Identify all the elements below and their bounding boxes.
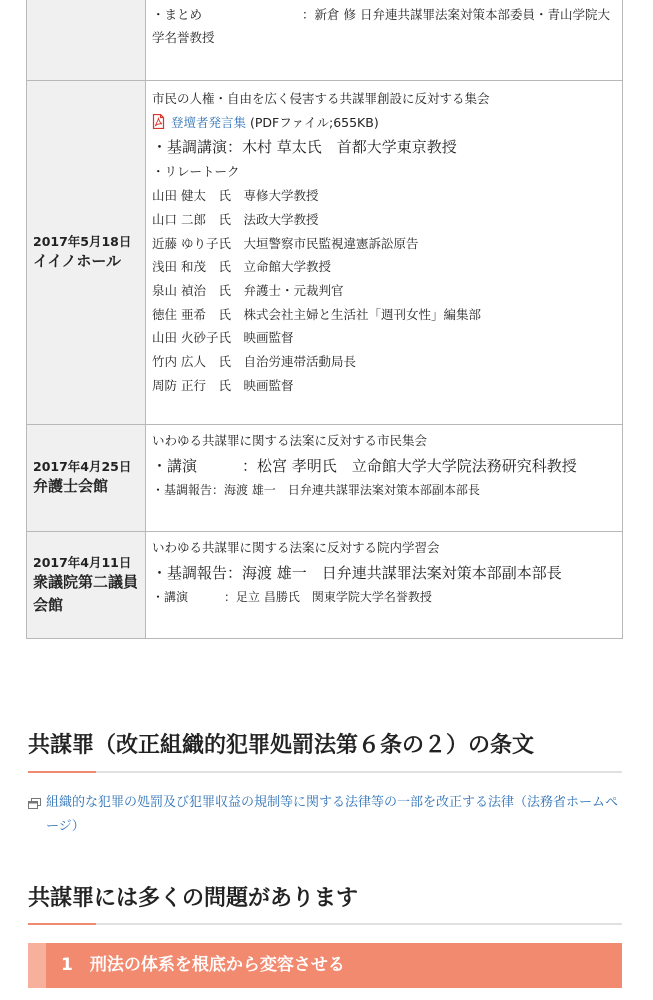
speaker-item: 山口 二郎 氏 法政大学教授 — [152, 211, 319, 227]
pdf-icon — [152, 114, 165, 129]
external-link-row — [28, 791, 622, 839]
event-row — [27, 81, 623, 425]
event-date-cell — [27, 425, 146, 532]
event-row — [27, 0, 623, 81]
speaker-item: 周防 正行 氏 映画監督 — [152, 377, 294, 393]
problem-heading — [28, 943, 622, 988]
speaker-item: 泉山 禎治 氏 弁護士・元裁判官 — [152, 282, 344, 298]
external-window-icon — [28, 798, 41, 809]
report-line: ・基調報告：海渡 雄一 日弁連共謀罪法案対策本部副本部長 — [152, 563, 562, 582]
problem-title: 刑法の体系を根底から変容させる — [89, 955, 345, 975]
event-venue: 弁護士会館 — [33, 477, 109, 495]
event-date: 2017年4月25日 — [33, 459, 132, 474]
event-date-cell — [27, 0, 146, 81]
event-row — [27, 425, 623, 532]
event-venue: 衆議院第二議員会館 — [33, 572, 139, 614]
heading-underline — [28, 923, 622, 925]
event-date-cell — [27, 81, 146, 425]
event-title: いわゆる共謀罪に関する法案に反対する市民集会 — [152, 433, 428, 448]
report-line: ・基調報告：海渡 雄一 日弁連共謀罪法案対策本部副本部長 — [152, 482, 480, 497]
event-date: 2017年4月11日 — [33, 554, 132, 570]
event-date-cell — [27, 532, 146, 639]
pdf-file-info: (PDFファイル;655KB) — [250, 114, 379, 130]
speaker-item: 徳住 亜希 氏 株式会社主婦と生活社「週刊女性」編集部 — [152, 306, 481, 322]
event-venue: イイノホール — [33, 251, 122, 270]
summary-line: ・まとめ ：新倉 修 日弁連共謀罪法案対策本部委員・青山学院大学名誉教授 — [152, 7, 610, 45]
problem-number: 1 — [61, 955, 73, 975]
speech-collection-pdf-link[interactable]: 登壇者発言集 — [171, 114, 247, 130]
event-date: 2017年5月18日 — [33, 233, 132, 249]
lecture-line: ・講演 ：松宮 孝明氏 立命館大学大学院法務研究科教授 — [152, 456, 577, 475]
event-title: いわゆる共謀罪に関する法案に反対する院内学習会 — [152, 540, 440, 555]
heading-underline-accent — [28, 771, 96, 773]
heading-underline-accent — [28, 923, 96, 925]
event-title: 市民の人権・自由を広く侵害する共謀罪創設に反対する集会 — [152, 91, 490, 106]
lecture-line: ・講演 ：足立 昌勝氏 関東学院大学名誉教授 — [152, 589, 432, 604]
moj-law-link[interactable]: 組織的な犯罪の処罰及び犯罪収益の規制等に関する法律等の一部を改正する法律（法務省ホームページ） — [46, 795, 619, 834]
article-section-heading: 共謀罪（改正組織的犯罪処罰法第６条の２）の条文 — [28, 733, 535, 758]
problem-heading-text — [61, 943, 345, 988]
speaker-item: 近藤 ゆり子氏 大垣警察市民監視違憲訴訟原告 — [152, 235, 419, 251]
problems-section-heading: 共謀罪には多くの問題があります — [28, 886, 359, 911]
event-details — [146, 532, 623, 639]
heading-underline — [28, 771, 622, 773]
pdf-row — [152, 111, 616, 135]
relay-talk-label: ・リレートーク — [152, 164, 240, 180]
event-details — [146, 425, 623, 532]
speaker-item: 浅田 和茂 氏 立命館大学教授 — [152, 259, 331, 275]
speaker-item: 竹内 広人 氏 自治労連帯活動局長 — [152, 354, 356, 370]
speaker-item: 山田 健太 氏 専修大学教授 — [152, 188, 319, 204]
event-row — [27, 532, 623, 639]
speaker-item: 山田 火砂子氏 映画監督 — [152, 330, 294, 346]
event-details — [146, 0, 623, 81]
keynote-line: ・基調講演：木村 草太氏 首都大学東京教授 — [152, 138, 457, 157]
events-table — [26, 0, 623, 639]
event-details — [146, 81, 623, 425]
problem-heading-bar — [28, 943, 46, 988]
